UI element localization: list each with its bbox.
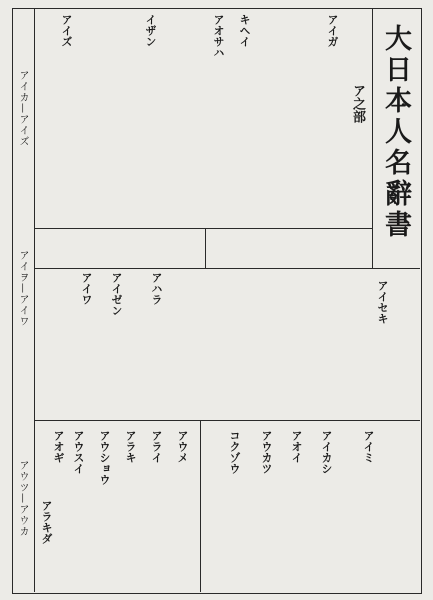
entry-aoi: アオイ — [290, 430, 303, 463]
row1-column-divider — [205, 228, 206, 268]
entry-kokuzo: コクゾウ — [228, 430, 241, 474]
entry-arakida: アラキダ — [40, 500, 53, 544]
entry-aizu: アイズ — [60, 14, 73, 47]
side-label-middle: アイヲ—アイワ — [17, 250, 28, 327]
entry-ausui: アウスイ — [72, 430, 85, 474]
entry-aogi: アオギ — [52, 430, 65, 463]
side-label-bottom: アウツ—アウカ — [17, 460, 28, 537]
entry-arai: アライ — [150, 430, 163, 463]
entry-ausho: アウショウ — [98, 430, 111, 485]
entry-aimi: アイミ — [362, 430, 375, 463]
entry-aiwa: アイワ — [80, 272, 93, 305]
entry-ahara: アハラ — [150, 272, 163, 305]
entry-izan: イザン — [144, 14, 157, 47]
entry-aikashi: アイカシ — [320, 430, 333, 474]
entry-aizen: アイゼン — [110, 272, 123, 316]
entry-aukatsu: アウカツ — [260, 430, 273, 474]
entry-araki: アラキ — [124, 430, 137, 463]
entry-aume: アウメ — [176, 430, 189, 463]
side-index-divider — [34, 8, 35, 592]
entry-aosaha: アオサハ — [212, 14, 225, 58]
title-divider — [372, 8, 373, 268]
page-title: 大日本人名辭書 — [380, 24, 411, 241]
entry-kihei: キヘイ — [238, 14, 251, 47]
entry-aiseki: アイセキ — [376, 280, 389, 324]
row-divider-3 — [34, 420, 420, 421]
row3-column-divider — [200, 420, 201, 592]
row-divider-2 — [34, 268, 420, 269]
entry-aiga: アイガ — [326, 14, 339, 47]
section-heading: ア之部 — [350, 84, 365, 123]
row-divider-1 — [34, 228, 372, 229]
side-label-top: アイカ—アイズ — [17, 70, 28, 147]
